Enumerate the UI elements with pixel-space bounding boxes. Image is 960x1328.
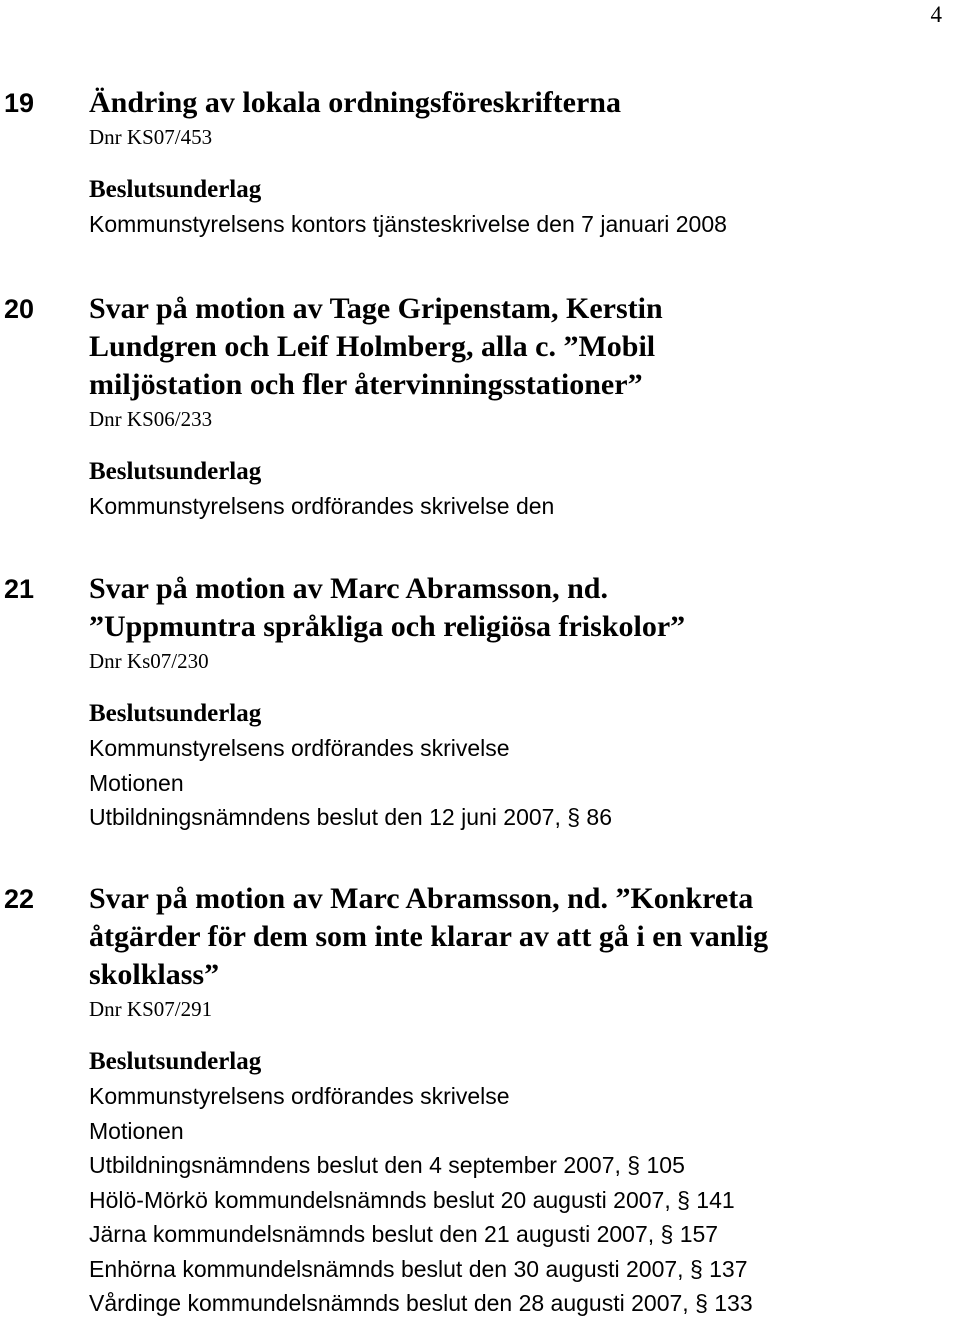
basis-item: Utbildningsnämndens beslut den 12 juni 2007, § 86 bbox=[89, 804, 612, 830]
diary-number: Dnr KS06/233 bbox=[89, 407, 213, 431]
page-number: 4 bbox=[930, 2, 942, 27]
basis-item: Hölö-Mörkö kommundelsnämnds beslut 20 augusti 2007, § 141 bbox=[89, 1186, 735, 1213]
item-title-line: Svar på motion av Marc Abramsson, nd. ”Konkreta bbox=[89, 882, 754, 915]
item-body bbox=[89, 570, 949, 835]
item-number: 22 bbox=[4, 884, 35, 914]
basis-heading: Beslutsunderlag bbox=[89, 176, 262, 203]
basis-item: Motionen bbox=[89, 1117, 184, 1144]
basis-item: Järna kommundelsnämnds beslut den 21 augusti 2007, § 157 bbox=[89, 1221, 719, 1247]
basis-item: Kommunstyrelsens ordförandes skrivelse bbox=[89, 735, 510, 761]
item-title bbox=[89, 880, 949, 994]
diary-number: Dnr KS07/291 bbox=[89, 997, 213, 1021]
basis-item: Vårdinge kommundelsnämnds beslut den 28 augusti 2007, § 133 bbox=[89, 1290, 753, 1316]
item-body bbox=[89, 84, 949, 242]
item-title-line: Ändring av lokala ordningsföreskrifterna bbox=[89, 86, 621, 119]
basis-heading: Beslutsunderlag bbox=[89, 700, 262, 727]
basis-item: Motionen bbox=[89, 769, 184, 796]
basis-item: Enhörna kommundelsnämnds beslut den 30 augusti 2007, § 137 bbox=[89, 1255, 748, 1282]
basis-item: Utbildningsnämndens beslut den 4 september 2007, § 105 bbox=[89, 1152, 685, 1178]
basis-item: Kommunstyrelsens ordförandes skrivelse bbox=[89, 1083, 510, 1109]
item-title-line: Svar på motion av Marc Abramsson, nd. bbox=[89, 572, 608, 605]
item-number: 19 bbox=[4, 88, 35, 118]
item-number: 21 bbox=[4, 574, 35, 604]
item-title bbox=[89, 84, 949, 122]
basis-item: Kommunstyrelsens ordförandes skrivelse den bbox=[89, 493, 555, 519]
diary-number: Dnr KS07/453 bbox=[89, 125, 213, 149]
basis-heading: Beslutsunderlag bbox=[89, 458, 262, 485]
diary-number: Dnr Ks07/230 bbox=[89, 649, 209, 673]
item-body bbox=[89, 880, 949, 1321]
item-number: 20 bbox=[4, 294, 35, 324]
item-title-line: åtgärder för dem som inte klarar av att gå i en vanlig bbox=[89, 920, 769, 953]
item-title bbox=[89, 570, 949, 646]
item-title-line: Lundgren och Leif Holmberg, alla c. ”Mobil bbox=[89, 330, 656, 363]
item-title-line: ”Uppmuntra språkliga och religiösa friskolor” bbox=[89, 610, 686, 643]
item-title-line: skolklass” bbox=[89, 958, 220, 991]
item-title-line: Svar på motion av Tage Gripenstam, Kerstin bbox=[89, 292, 663, 325]
basis-item: Kommunstyrelsens kontors tjänsteskrivelse den 7 januari 2008 bbox=[89, 211, 727, 237]
item-title-line: miljöstation och fler återvinningsstationer” bbox=[89, 368, 643, 401]
basis-heading: Beslutsunderlag bbox=[89, 1048, 262, 1075]
item-title bbox=[89, 290, 949, 404]
item-body bbox=[89, 290, 949, 524]
